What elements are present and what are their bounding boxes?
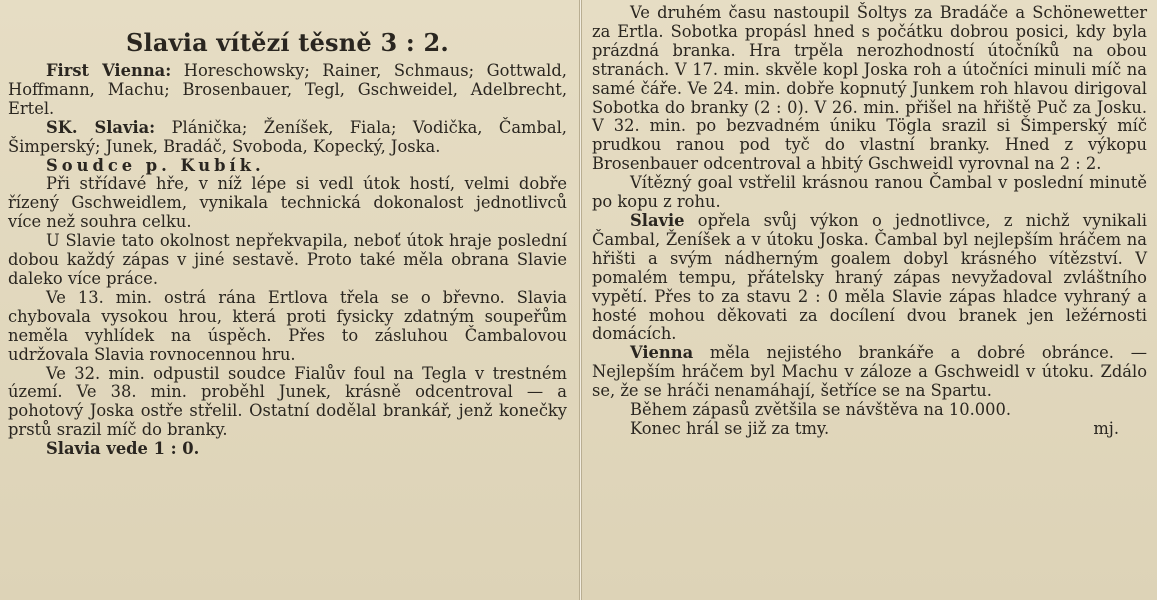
right-column: [582, 0, 1157, 439]
team-name-vienna-2: Vienna: [630, 343, 694, 363]
team-name-slavia: SK. Slavia:: [46, 117, 156, 137]
paragraph-3: Ve 13. min. ostrá rána Ertlova třela se o břevno. Slavia chybovala vysokou hrou, která proti fysicky zdatným soupeřům neměla vyhlídek na úspěch. Přes to zásluhou Čambalovou udržovala Slavia rovnocennou hru.: [8, 287, 567, 364]
left-column: [0, 0, 579, 459]
lineup-slavia: [8, 119, 567, 157]
article-headline: Slavia vítězí těsně 3 : 2.: [126, 28, 449, 57]
paragraph-7: Vítězný goal vstřelil krásnou ranou Čambal v poslední minutě po kopu z rohu.: [592, 173, 1147, 212]
players-slavia: Plánička; Ženíšek, Fiala; Vodička, Čambal, Šimperský; Junek, Bradáč, Svoboda, Kopecký, Joska.: [8, 117, 567, 156]
players-vienna: Horeschowsky; Rainer, Schmaus; Gottwald, Hoffmann, Machu; Brosenbauer, Tegl, Gschweidel, Adelbrecht, Ertel.: [8, 61, 567, 118]
closing-sentence: Konec hrál se již za tmy.: [630, 418, 830, 438]
paragraph-6: Ve druhém času nastoupil Šoltys za Bradáče a Schönewetter za Ertla. Sobotka propásl hned s počátku dobrou posici, kdy byla prázdná branka. Hra trpěla nerozhodností útočníků na obou stranách. V 17. min. skvěle kopl Joska roh a útočníci minuli míč na samé čáře. Ve 24. min. dobře kopnutý Junkem roh hlavou dirigoval Sobotka do branky (2 : 0). V 26. min. přišel na hřiště Puč za Josku. V 32. min. po bezvadném úniku Tögla srazil si Šimperský míč prudkou ranou pod tyč do vlastní branky. Hned z výkopu Brosenbauer odcentroval a hbitý Gschweidl vyrovnal na 2 : 2.: [592, 3, 1147, 174]
paragraph-5-score: Slavia vede 1 : 0.: [46, 439, 200, 459]
paragraph-1: Při střídavé hře, v níž lépe si vedl útok hostí, velmi dobře řízený Gschweidlem, vynikala technická dokonalost jednotlivců více než souhra celku.: [8, 174, 567, 232]
paragraph-9-text: měla nejistého brankáře a dobré obránce. — Nejlepším hráčem byl Machu v záloze a Gschweidl v útoku. Zdálo se, že se hráči nenamáhají, šetříce se na Spartu.: [592, 343, 1147, 401]
paragraph-8: [592, 212, 1147, 344]
referee-line: Soudce p. Kubík.: [46, 155, 265, 175]
paragraph-9: [592, 344, 1147, 401]
paragraph-8-text: opřela svůj výkon o jednotlivce, z nichž vynikali Čambal, Ženíšek a v útoku Joska. Čambal byl nejlepším hráčem na hřišti a svým nádherným goalem dobyl krásného vítězství. V pomalém tempu, přátelsky hraný zápas nevyžadoval zvláštního vypětí. Přes to za stavu 2 : 0 měla Slavie zápas hladce vyhraný a hosté mohou děkovati za docílení dvou branek jen ležérnosti domácích.: [592, 210, 1147, 344]
paragraph-2: U Slavie tato okolnost nepřekvapila, neboť útok hraje poslední dobou každý zápas v jiné sestavě. Proto také měla obrana Slavie daleko více práce.: [8, 231, 567, 288]
author-signoff: mj.: [1093, 418, 1119, 438]
paragraph-4: Ve 32. min. odpustil soudce Fialův foul na Tegla v trestném území. Ve 38. min. proběhl Junek, krásně odcentroval — a pohotový Joska ostře střelil. Ostatní dodělal brankář, jenž konečky prstů srazil míč do branky.: [8, 363, 567, 440]
lineup-vienna: [8, 62, 567, 119]
paragraph-10: Během zápasů zvětšila se návštěva na 10.000.: [630, 400, 1012, 420]
paragraph-11: [592, 420, 1147, 439]
team-name-slavie: Slavie: [630, 210, 685, 230]
team-name-vienna: First Vienna:: [46, 61, 172, 80]
